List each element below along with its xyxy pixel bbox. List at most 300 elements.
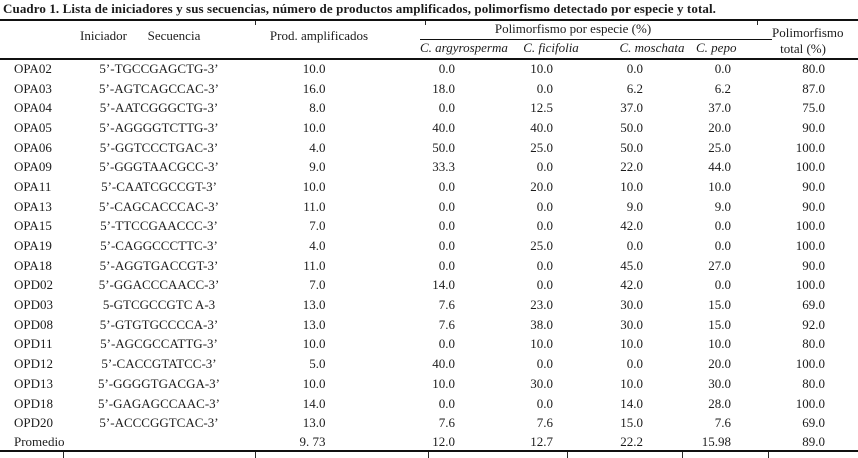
polimorfismo-total-cell xyxy=(772,217,858,237)
cell-value: 0.0 xyxy=(714,218,731,234)
cell-value: 5.0 xyxy=(309,356,326,372)
pepo-cell xyxy=(696,374,772,394)
table-footer xyxy=(0,433,858,451)
prod-amplificados-cell xyxy=(258,256,420,276)
table-row xyxy=(0,315,858,335)
cell-value: 75.0 xyxy=(802,100,826,116)
table-row xyxy=(0,236,858,256)
cell-value: 12.5 xyxy=(530,100,553,116)
scan-grid-tick xyxy=(682,452,683,458)
iniciador-cell: OPD13 xyxy=(14,375,54,391)
cell-value: 0.0 xyxy=(438,336,455,352)
pepo-cell xyxy=(696,335,772,355)
prod-amplificados-cell xyxy=(258,138,420,158)
col-header-c-argyrosperma: C. argyrosperma xyxy=(420,40,518,60)
secuencia-cell: 5-GTCGCCGTC A-3 xyxy=(102,297,216,313)
cell-value: 100.0 xyxy=(795,238,826,254)
prod-amplificados-cell xyxy=(258,413,420,433)
moschata-cell xyxy=(608,394,696,414)
table-row xyxy=(0,157,858,177)
cell-value: 15.0 xyxy=(708,316,731,332)
ficifolia-cell xyxy=(518,354,608,374)
ficifolia-cell xyxy=(518,413,608,433)
ficifolia-cell xyxy=(518,157,608,177)
promedio-pepo-cell xyxy=(696,433,772,451)
moschata-cell xyxy=(608,177,696,197)
cell-value: 10.0 xyxy=(620,375,643,391)
cell-value: 0.0 xyxy=(714,61,731,77)
cell-value: 13.0 xyxy=(302,316,326,332)
cell-value: 10.0 xyxy=(708,178,731,194)
pepo-cell xyxy=(696,138,772,158)
cell-value: 10.0 xyxy=(530,61,553,77)
argyrosperma-cell xyxy=(420,79,518,99)
iniciador-cell: OPD20 xyxy=(14,415,54,431)
cell-value: 11.0 xyxy=(303,257,326,273)
moschata-cell xyxy=(608,59,696,79)
scan-grid-tick xyxy=(255,21,256,25)
pepo-cell xyxy=(696,394,772,414)
scan-grid-tick xyxy=(63,452,64,458)
col-header-prod-amplificados: Prod. amplificados xyxy=(258,20,420,59)
cell-value: 40.0 xyxy=(432,356,455,372)
moschata-cell xyxy=(608,374,696,394)
pepo-cell xyxy=(696,236,772,256)
cell-value: 45.0 xyxy=(620,257,643,273)
secuencia-cell: 5’-AGTCAGCCAC-3’ xyxy=(99,80,219,96)
argyrosperma-cell xyxy=(420,256,518,276)
cell-value: 40.0 xyxy=(530,119,553,135)
cell-value: 10.0 xyxy=(432,375,455,391)
prod-amplificados-cell xyxy=(258,157,420,177)
table-row xyxy=(0,276,858,296)
moschata-cell xyxy=(608,197,696,217)
ficifolia-cell xyxy=(518,197,608,217)
pepo-cell xyxy=(696,157,772,177)
cell-value: 13.0 xyxy=(302,415,326,431)
secuencia-cell: 5’-ACCCGGTCAC-3’ xyxy=(99,415,219,431)
table-row xyxy=(0,177,858,197)
iniciador-cell: OPD11 xyxy=(14,336,53,352)
prod-amplificados-cell xyxy=(258,197,420,217)
iniciador-cell: OPA15 xyxy=(14,218,52,234)
promedio-argyrosperma-cell xyxy=(420,433,518,451)
prod-amplificados-cell xyxy=(258,354,420,374)
prod-amplificados-cell xyxy=(258,335,420,355)
cell-value: 9.0 xyxy=(309,159,326,175)
cell-value: 25.0 xyxy=(530,139,553,155)
cell-value: 23.0 xyxy=(530,297,553,313)
cell-value: 80.0 xyxy=(802,375,826,391)
cell-value: 69.0 xyxy=(802,415,826,431)
cell-value: 50.0 xyxy=(620,139,643,155)
cell-value: 10.0 xyxy=(620,178,643,194)
ficifolia-cell xyxy=(518,394,608,414)
cell-value: 0.0 xyxy=(626,61,643,77)
col-header-secuencia: Secuencia xyxy=(90,20,258,59)
cell-value: 11.0 xyxy=(303,198,326,214)
table-caption: Cuadro 1. Lista de iniciadores y sus secuencias, número de productos amplificados, polimorfismo detectado por especie y total. xyxy=(3,1,717,16)
scan-grid-tick xyxy=(255,452,256,458)
table-row xyxy=(0,138,858,158)
polimorfismo-total-cell xyxy=(772,354,858,374)
table-row xyxy=(0,413,858,433)
argyrosperma-cell xyxy=(420,98,518,118)
argyrosperma-cell xyxy=(420,118,518,138)
ficifolia-cell xyxy=(518,138,608,158)
prod-amplificados-cell xyxy=(258,236,420,256)
moschata-cell xyxy=(608,217,696,237)
iniciador-cell: OPD02 xyxy=(14,277,54,293)
secuencia-cell: 5’-CAATCGCCGT-3’ xyxy=(101,178,217,194)
promedio-total-cell xyxy=(772,433,858,451)
ficifolia-cell xyxy=(518,98,608,118)
pepo-cell xyxy=(696,315,772,335)
argyrosperma-cell xyxy=(420,315,518,335)
moschata-cell xyxy=(608,295,696,315)
cell-value: 7.0 xyxy=(309,277,326,293)
argyrosperma-cell xyxy=(420,197,518,217)
pepo-cell xyxy=(696,413,772,433)
promedio-pepo-value: 15.98 xyxy=(701,433,731,449)
cell-value: 0.0 xyxy=(438,61,455,77)
scan-grid-tick xyxy=(768,452,769,458)
col-group-header-polimorfismo-especie: Polimorfismo por especie (%) xyxy=(420,20,772,40)
cell-value: 100.0 xyxy=(795,356,826,372)
iniciador-cell: OPA05 xyxy=(14,119,52,135)
polimorfismo-total-cell xyxy=(772,98,858,118)
cell-value: 37.0 xyxy=(620,100,643,116)
cell-value: 90.0 xyxy=(802,178,826,194)
prod-amplificados-cell xyxy=(258,374,420,394)
argyrosperma-cell xyxy=(420,413,518,433)
polimorfismo-total-cell xyxy=(772,79,858,99)
moschata-cell xyxy=(608,354,696,374)
cell-value: 7.6 xyxy=(438,297,455,313)
argyrosperma-cell xyxy=(420,157,518,177)
table-row xyxy=(0,59,858,79)
scan-grid-tick xyxy=(425,21,426,25)
polimorfismo-total-cell xyxy=(772,295,858,315)
polimorfismo-total-cell xyxy=(772,138,858,158)
cell-value: 0.0 xyxy=(438,257,455,273)
col-header-c-moschata: C. moschata xyxy=(608,40,696,60)
cell-value: 40.0 xyxy=(432,119,455,135)
cell-value: 10.0 xyxy=(708,336,731,352)
cell-value: 90.0 xyxy=(802,257,826,273)
cell-value: 0.0 xyxy=(536,277,553,293)
secuencia-cell: 5’-GAGAGCCAAC-3’ xyxy=(97,395,221,411)
moschata-cell xyxy=(608,335,696,355)
cell-value: 16.0 xyxy=(302,80,326,96)
cell-value: 7.6 xyxy=(536,415,553,431)
prod-amplificados-cell xyxy=(258,59,420,79)
moschata-cell xyxy=(608,98,696,118)
table-row xyxy=(0,217,858,237)
promedio-label: Promedio xyxy=(14,433,65,449)
iniciador-cell: OPA02 xyxy=(14,61,52,77)
cell-value: 0.0 xyxy=(536,198,553,214)
cell-value: 8.0 xyxy=(309,100,326,116)
promedio-argyrosperma-value: 12.0 xyxy=(432,433,455,449)
pepo-cell xyxy=(696,79,772,99)
iniciador-cell: OPA06 xyxy=(14,139,52,155)
ficifolia-cell xyxy=(518,236,608,256)
secuencia-cell: 5’-TTCCGAACCC-3’ xyxy=(100,218,218,234)
table-header xyxy=(0,20,858,59)
cell-value: 0.0 xyxy=(536,257,553,273)
polimorfismo-total-cell xyxy=(772,236,858,256)
cell-value: 10.0 xyxy=(302,336,326,352)
cell-value: 13.0 xyxy=(302,297,326,313)
cell-value: 10.0 xyxy=(302,119,326,135)
promedio-moschata-cell xyxy=(608,433,696,451)
cell-value: 7.6 xyxy=(438,316,455,332)
cell-value: 42.0 xyxy=(620,277,643,293)
scan-grid-tick xyxy=(567,452,568,458)
argyrosperma-cell xyxy=(420,374,518,394)
cell-value: 6.2 xyxy=(626,80,643,96)
cell-value: 50.0 xyxy=(620,119,643,135)
moschata-cell xyxy=(608,79,696,99)
cell-value: 0.0 xyxy=(438,198,455,214)
col-header-c-pepo: C. pepo xyxy=(696,40,772,60)
moschata-cell xyxy=(608,315,696,335)
table-row xyxy=(0,79,858,99)
pepo-cell xyxy=(696,177,772,197)
secuencia-cell: 5’-TGCCGAGCTG-3’ xyxy=(99,61,219,77)
polimorfismo-total-cell xyxy=(772,276,858,296)
ficifolia-cell xyxy=(518,118,608,138)
cell-value: 0.0 xyxy=(438,100,455,116)
argyrosperma-cell xyxy=(420,138,518,158)
scan-grid-tick xyxy=(428,452,429,458)
cell-value: 80.0 xyxy=(802,336,826,352)
secuencia-cell: 5’-AGCGCCATTG-3’ xyxy=(100,336,218,352)
cell-value: 0.0 xyxy=(438,178,455,194)
argyrosperma-cell xyxy=(420,354,518,374)
polimorfismo-total-cell xyxy=(772,413,858,433)
pepo-cell xyxy=(696,217,772,237)
polimorfismo-total-cell xyxy=(772,394,858,414)
cell-value: 0.0 xyxy=(536,80,553,96)
moschata-cell xyxy=(608,157,696,177)
promedio-prod-value: 9. 73 xyxy=(299,433,326,449)
polimorfismo-total-cell xyxy=(772,374,858,394)
secuencia-cell: 5’-GGGGTGACGA-3’ xyxy=(97,375,221,391)
cell-value: 18.0 xyxy=(432,80,455,96)
moschata-cell xyxy=(608,256,696,276)
pepo-cell xyxy=(696,98,772,118)
cell-value: 7.6 xyxy=(714,415,731,431)
table-row xyxy=(0,197,858,217)
promedio-ficifolia-value: 12.7 xyxy=(530,433,553,449)
ficifolia-cell xyxy=(518,59,608,79)
cell-value: 90.0 xyxy=(802,198,826,214)
secuencia-cell: 5’-AGGTGACCGT-3’ xyxy=(99,257,219,273)
pepo-cell xyxy=(696,256,772,276)
cell-value: 10.0 xyxy=(302,61,326,77)
cell-value: 27.0 xyxy=(708,257,731,273)
cell-value: 30.0 xyxy=(530,375,553,391)
pepo-cell xyxy=(696,59,772,79)
cell-value: 4.0 xyxy=(309,139,326,155)
table-row xyxy=(0,394,858,414)
pepo-cell xyxy=(696,197,772,217)
cell-value: 33.3 xyxy=(432,159,455,175)
promedio-total-value: 89.0 xyxy=(802,433,826,449)
prod-amplificados-cell xyxy=(258,118,420,138)
secuencia-cell: 5’-GTGTGCCCCA-3’ xyxy=(99,316,219,332)
polimorfismo-total-cell xyxy=(772,256,858,276)
cell-value: 6.2 xyxy=(714,80,731,96)
cell-value: 100.0 xyxy=(795,159,826,175)
secuencia-cell: 5’-CAGCACCCAC-3’ xyxy=(99,198,219,214)
secuencia-cell: 5’-CAGGCCCTTC-3’ xyxy=(100,238,218,254)
cell-value: 9.0 xyxy=(714,198,731,214)
table-row xyxy=(0,256,858,276)
cell-value: 80.0 xyxy=(802,61,826,77)
promedio-prod-cell xyxy=(258,433,420,451)
ficifolia-cell xyxy=(518,295,608,315)
cell-value: 50.0 xyxy=(432,139,455,155)
cell-value: 0.0 xyxy=(626,356,643,372)
pepo-cell xyxy=(696,354,772,374)
cell-value: 0.0 xyxy=(536,218,553,234)
iniciador-cell: OPA03 xyxy=(14,80,52,96)
secuencia-cell: 5’-AGGGGTCTTG-3’ xyxy=(99,119,219,135)
cell-value: 4.0 xyxy=(309,238,326,254)
cell-value: 100.0 xyxy=(795,395,826,411)
cell-value: 100.0 xyxy=(795,277,826,293)
col-header-polimorfismo-total xyxy=(772,20,858,59)
table-body xyxy=(0,59,858,433)
prod-amplificados-cell xyxy=(258,177,420,197)
cell-value: 9.0 xyxy=(626,198,643,214)
promedio-ficifolia-cell xyxy=(518,433,608,451)
cell-value: 22.0 xyxy=(620,159,643,175)
header-row-1 xyxy=(0,20,858,40)
prod-amplificados-cell xyxy=(258,79,420,99)
iniciador-cell: OPA09 xyxy=(14,159,52,175)
argyrosperma-cell xyxy=(420,295,518,315)
cell-value: 7.6 xyxy=(438,415,455,431)
moschata-cell xyxy=(608,118,696,138)
table-row xyxy=(0,118,858,138)
cell-value: 7.0 xyxy=(309,218,326,234)
secuencia-cell: 5’-AATCGGGCTG-3’ xyxy=(99,100,219,116)
cell-value: 0.0 xyxy=(536,356,553,372)
argyrosperma-cell xyxy=(420,394,518,414)
polimorfismo-total-cell xyxy=(772,118,858,138)
prod-amplificados-cell xyxy=(258,98,420,118)
secuencia-cell: 5’-GGTCCCTGAC-3’ xyxy=(99,139,219,155)
cell-value: 28.0 xyxy=(708,395,731,411)
col-header-iniciador: Iniciador xyxy=(0,20,90,59)
cell-value: 30.0 xyxy=(708,375,731,391)
cell-value: 87.0 xyxy=(802,80,826,96)
cell-value: 0.0 xyxy=(438,395,455,411)
cell-value: 0.0 xyxy=(536,395,553,411)
ficifolia-cell xyxy=(518,79,608,99)
cell-value: 69.0 xyxy=(802,297,826,313)
cell-value: 25.0 xyxy=(530,238,553,254)
ficifolia-cell xyxy=(518,217,608,237)
cell-value: 30.0 xyxy=(620,297,643,313)
ficifolia-cell xyxy=(518,276,608,296)
iniciador-cell: OPD03 xyxy=(14,297,54,313)
argyrosperma-cell xyxy=(420,59,518,79)
moschata-cell xyxy=(608,413,696,433)
cell-value: 10.0 xyxy=(302,178,326,194)
cell-value: 15.0 xyxy=(620,415,643,431)
cell-value: 0.0 xyxy=(714,238,731,254)
pepo-cell xyxy=(696,276,772,296)
prod-amplificados-cell xyxy=(258,276,420,296)
iniciador-cell: OPA18 xyxy=(14,257,52,273)
pepo-cell xyxy=(696,118,772,138)
table-row xyxy=(0,335,858,355)
cell-value: 10.0 xyxy=(530,336,553,352)
ficifolia-cell xyxy=(518,256,608,276)
polimorfismo-total-line1: Polimorfismo xyxy=(772,25,844,40)
ficifolia-cell xyxy=(518,315,608,335)
ficifolia-cell xyxy=(518,335,608,355)
polimorfismo-total-cell xyxy=(772,59,858,79)
iniciador-cell: OPD12 xyxy=(14,356,54,372)
cell-value: 0.0 xyxy=(714,277,731,293)
cell-value: 10.0 xyxy=(302,375,326,391)
cell-value: 37.0 xyxy=(708,100,731,116)
cell-value: 92.0 xyxy=(802,316,826,332)
prod-amplificados-cell xyxy=(258,394,420,414)
iniciador-cell: OPA04 xyxy=(14,100,52,116)
iniciador-cell: OPA19 xyxy=(14,238,52,254)
cell-value: 0.0 xyxy=(438,218,455,234)
scan-grid-tick xyxy=(757,21,758,25)
cell-value: 44.0 xyxy=(708,159,731,175)
cell-value: 0.0 xyxy=(438,238,455,254)
table-row xyxy=(0,374,858,394)
cell-value: 30.0 xyxy=(620,316,643,332)
iniciador-cell: OPD08 xyxy=(14,316,54,332)
moschata-cell xyxy=(608,138,696,158)
pepo-cell xyxy=(696,295,772,315)
argyrosperma-cell xyxy=(420,236,518,256)
argyrosperma-cell xyxy=(420,177,518,197)
polimorfismo-total-cell xyxy=(772,335,858,355)
cell-value: 100.0 xyxy=(795,218,826,234)
prod-amplificados-cell xyxy=(258,295,420,315)
col-header-c-ficifolia: C. ficifolia xyxy=(518,40,608,60)
ficifolia-cell xyxy=(518,177,608,197)
argyrosperma-cell xyxy=(420,335,518,355)
iniciador-cell: OPA13 xyxy=(14,198,52,214)
promedio-row xyxy=(0,433,858,451)
polimorfismo-total-cell xyxy=(772,157,858,177)
iniciador-cell: OPD18 xyxy=(14,395,54,411)
cell-value: 38.0 xyxy=(530,316,553,332)
cell-value: 42.0 xyxy=(620,218,643,234)
cell-value: 20.0 xyxy=(530,178,553,194)
table-row xyxy=(0,354,858,374)
secuencia-cell: 5’-CACCGTATCC-3’ xyxy=(101,356,217,372)
moschata-cell xyxy=(608,276,696,296)
cell-value: 25.0 xyxy=(708,139,731,155)
primers-polymorphism-table xyxy=(0,19,858,452)
argyrosperma-cell xyxy=(420,217,518,237)
cell-value: 15.0 xyxy=(708,297,731,313)
